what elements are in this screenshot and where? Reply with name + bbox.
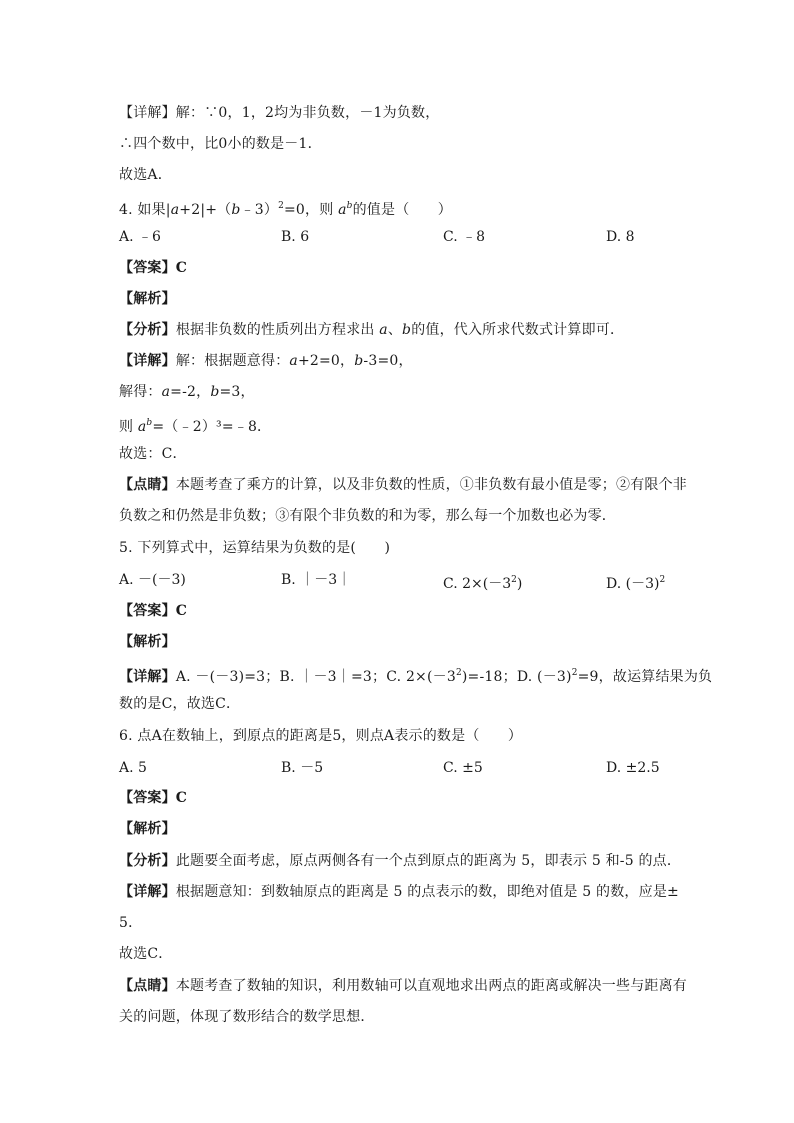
q5-option-c-text2: ) (516, 576, 523, 592)
q6-answer (119, 788, 187, 808)
q4-title-prefix: 4. 如果| (119, 202, 171, 218)
q6-option-b (281, 758, 323, 778)
q4-fenxi-tag: 【分析】 (119, 322, 176, 338)
q4-dianjing-text2: 负数之和仍然是非负数；③有限个非负数的和为零，那么每一个加数也必为零． (119, 508, 616, 524)
q3-conclusion-text: ∴四个数中，比0小的数是－1． (119, 136, 322, 152)
q4-fenxi-var-b: b (402, 322, 412, 338)
q4-option-c (443, 227, 485, 247)
q4-option-a-text: A. ﹣6 (119, 229, 161, 245)
q4-xiangjie-text3: -3=0， (363, 353, 413, 369)
q4-solve-text2: =-2， (170, 384, 211, 400)
q4-then-text2: =（﹣2）³=﹣8． (152, 419, 272, 435)
q5-xiangjie-1 (119, 663, 712, 687)
q4-solve (119, 382, 255, 402)
q6-dianjing-text2: 关的问题，体现了数形结合的数学思想． (119, 1009, 375, 1025)
q6-xiangjie-2 (119, 913, 142, 933)
q6-fenxi-text: 此题要全面考虑，原点两侧各有一个点到原点的距离为 5，即表示 5 和-5 的点． (175, 853, 682, 869)
q5-option-c-exponent: 2 (511, 575, 517, 585)
q4-solve-var-b: b (210, 384, 220, 400)
q4-xiangjie-text2: +2=0， (297, 353, 355, 369)
q5-title-text: 5. 下列算式中，运算结果为负数的是( ) (119, 540, 391, 556)
q5-jiexi-text: 【解析】 (119, 634, 176, 650)
q5-option-d-exponent: 2 (659, 575, 666, 585)
q6-xiangjie-1 (119, 882, 679, 902)
q6-option-c (443, 758, 483, 778)
q5-xiangjie-text2: 数的是C，故选C． (119, 696, 241, 712)
q4-dianjing-2 (119, 506, 616, 526)
q4-answer (119, 258, 187, 278)
q4-dianjing-1 (119, 475, 687, 495)
q5-option-d (606, 570, 665, 594)
q5-option-c-text1: C. 2×(－3 (443, 576, 512, 592)
q5-option-b-text: B. ｜－3｜ (281, 572, 352, 588)
q5-option-a (119, 570, 186, 590)
q4-option-b-text: B. 6 (281, 229, 310, 245)
q5-xiangjie-text1b: )=-18；D. (－3) (461, 669, 572, 685)
q6-option-a (119, 758, 147, 778)
q4-then-text1: 则 (119, 419, 138, 435)
q4-jiexi (119, 289, 176, 309)
q4-title-mid2: ﹣3） (240, 202, 279, 218)
q4-solve-var-a: a (161, 384, 171, 400)
q6-xiangjie-tag: 【详解】 (119, 884, 176, 900)
q6-choose (119, 944, 173, 964)
q6-dianjing-1 (119, 976, 687, 996)
q6-fenxi (119, 851, 681, 871)
q5-option-a-text: A. －(－3) (119, 572, 186, 588)
q4-then-exponent: b (146, 418, 153, 428)
q6-option-d (606, 758, 660, 778)
q6-dianjing-2 (119, 1007, 375, 1027)
q6-option-c-text: C. ±5 (443, 760, 483, 776)
q4-option-b (281, 227, 309, 247)
q4-choose (119, 444, 187, 464)
q4-title-exponent-b: b (346, 201, 353, 211)
q4-choose-text: 故选：C． (119, 446, 187, 462)
q4-option-d-text: D. 8 (606, 229, 635, 245)
q6-jiexi-text: 【解析】 (119, 821, 176, 837)
q6-answer-text: 【答案】C (119, 790, 188, 806)
q4-xiangjie (119, 351, 413, 371)
q4-fenxi-var-a: a (379, 322, 388, 338)
q4-xiangjie-tag: 【详解】 (119, 353, 176, 369)
q4-solve-text3: =3， (219, 384, 255, 400)
q4-option-c-text: C. ﹣8 (443, 229, 486, 245)
q4-fenxi-text1: 根据非负数的性质列出方程求出 (175, 322, 380, 338)
q6-dianjing-tag: 【点睛】 (119, 978, 176, 994)
q4-fenxi-text2: 的值，代入所求代数式计算即可． (411, 322, 625, 338)
q4-dianjing-text1: 本题考查了乘方的计算，以及非负数的性质，①非负数有最小值是零；②有限个非 (175, 477, 688, 493)
q4-option-d (606, 227, 635, 247)
q6-title (119, 726, 522, 746)
q4-xiangjie-text1: 解：根据题意得： (175, 353, 290, 369)
q5-answer (119, 601, 187, 621)
q3-conclusion (119, 134, 322, 154)
q6-xiangjie-text2: 5． (119, 915, 143, 931)
q4-xiangjie-var-a: a (289, 353, 298, 369)
q4-dianjing-tag: 【点睛】 (119, 477, 176, 493)
q4-fenxi (119, 320, 624, 340)
q4-title-mid: +2|+（ (179, 202, 232, 218)
q5-xiangjie-text1c: =9，故运算结果为负 (577, 669, 713, 685)
document-page (119, 0, 713, 1123)
q6-choose-text: 故选C． (119, 946, 173, 962)
q6-option-d-text: D. ±2.5 (606, 760, 660, 776)
q5-xiangjie-exponent1: 2 (455, 668, 462, 678)
q4-then (119, 413, 271, 437)
q4-xiangjie-var-b: b (354, 353, 364, 369)
q6-xiangjie-text1: 根据题意知：到数轴原点的距离是 5 的点表示的数，即绝对值是 5 的数，应是± (175, 884, 679, 900)
q6-option-b-text: B. －5 (281, 760, 324, 776)
q4-title-var-a: a (170, 202, 180, 218)
q5-option-c (443, 570, 522, 594)
q4-title-mid3: =0，则 (284, 202, 339, 218)
q3-choose (119, 165, 172, 185)
q5-answer-text: 【答案】C (119, 603, 188, 619)
q3-choose-text: 故选A． (119, 167, 172, 183)
q6-title-text: 6. 点A在数轴上，到原点的距离是5，则点A表示的数是（ ） (119, 728, 523, 744)
q6-fenxi-tag: 【分析】 (119, 853, 176, 869)
q4-answer-text: 【答案】C (119, 260, 188, 276)
q5-title (119, 538, 390, 558)
q5-xiangjie-exponent2: 2 (571, 668, 578, 678)
q4-then-var-a: a (137, 419, 147, 435)
q4-title (119, 196, 452, 220)
q4-solve-text1: 解得： (119, 384, 162, 400)
q5-option-d-text1: D. (－3) (606, 576, 660, 592)
q4-jiexi-text: 【解析】 (119, 291, 176, 307)
q6-option-a-text: A. 5 (119, 760, 147, 776)
q5-xiangjie-tag: 【详解】 (119, 669, 176, 685)
q5-jiexi (119, 632, 176, 652)
q4-title-var-b: b (231, 202, 241, 218)
q5-option-b (281, 570, 351, 590)
q3-detail (119, 103, 439, 123)
q5-xiangjie-2 (119, 694, 240, 714)
q4-option-a (119, 227, 161, 247)
q3-detail-text: 【详解】解：∵0，1，2均为非负数，－1为负数， (119, 105, 440, 121)
q4-fenxi-sep: 、 (387, 322, 403, 338)
q4-title-end: 的值是（ ） (352, 202, 453, 218)
q6-jiexi (119, 819, 176, 839)
q4-title-var-a2: a (338, 202, 347, 218)
q6-dianjing-text1: 本题考查了数轴的知识，利用数轴可以直观地求出两点的距离或解决一些与距离有 (175, 978, 688, 994)
q5-xiangjie-text1a: A. －(－3)=3；B. ｜－3｜=3；C. 2×(－3 (175, 669, 456, 685)
q4-title-exponent: 2 (278, 201, 284, 211)
